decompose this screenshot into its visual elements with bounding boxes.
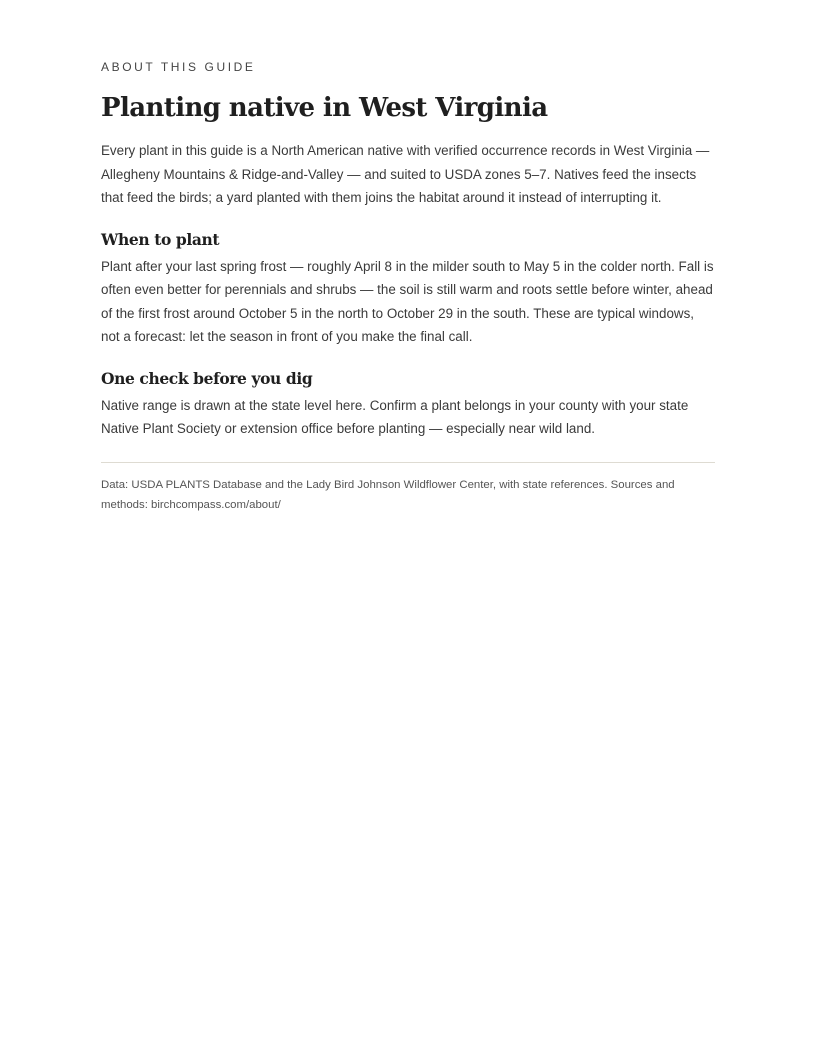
- eyebrow-label: ABOUT THIS GUIDE: [101, 60, 256, 74]
- page-title: Planting native in West Virginia: [101, 93, 548, 123]
- section-body-when-to-plant: Plant after your last spring frost — roughly April 8 in the milder south to May 5 in the colder north. Fall is often even better for perennials and shrubs — the soil is still warm and roots settle before winter, ahead of the first frost around October 5 in the north to October 29 in the south. These are typical windows, not a forecast: let the season in front of you make the final call.: [101, 258, 714, 344]
- section-heading-when-to-plant: When to plant: [101, 229, 220, 249]
- intro-paragraph: Every plant in this guide is a North American native with verified occurrence records in West Virginia — Allegheny Mountains & Ridge-and-Valley — and suited to USDA zones 5–7. Natives feed the insects that feed the birds; a yard planted with them joins the habitat around it instead of interrupting it.: [101, 143, 710, 205]
- section-heading-check-before-dig: One check before you dig: [101, 368, 313, 388]
- section-body-check-before-dig: Native range is drawn at the state level here. Confirm a plant belongs in your county with your state Native Plant Society or extension office before planting — especially near wild land.: [101, 397, 689, 436]
- guide-page: [101, 58, 715, 515]
- footer-divider: [101, 462, 715, 463]
- source-note: Data: USDA PLANTS Database and the Lady Bird Johnson Wildflower Center, with state references. Sources and methods: birchcompass.com/about/: [101, 478, 675, 511]
